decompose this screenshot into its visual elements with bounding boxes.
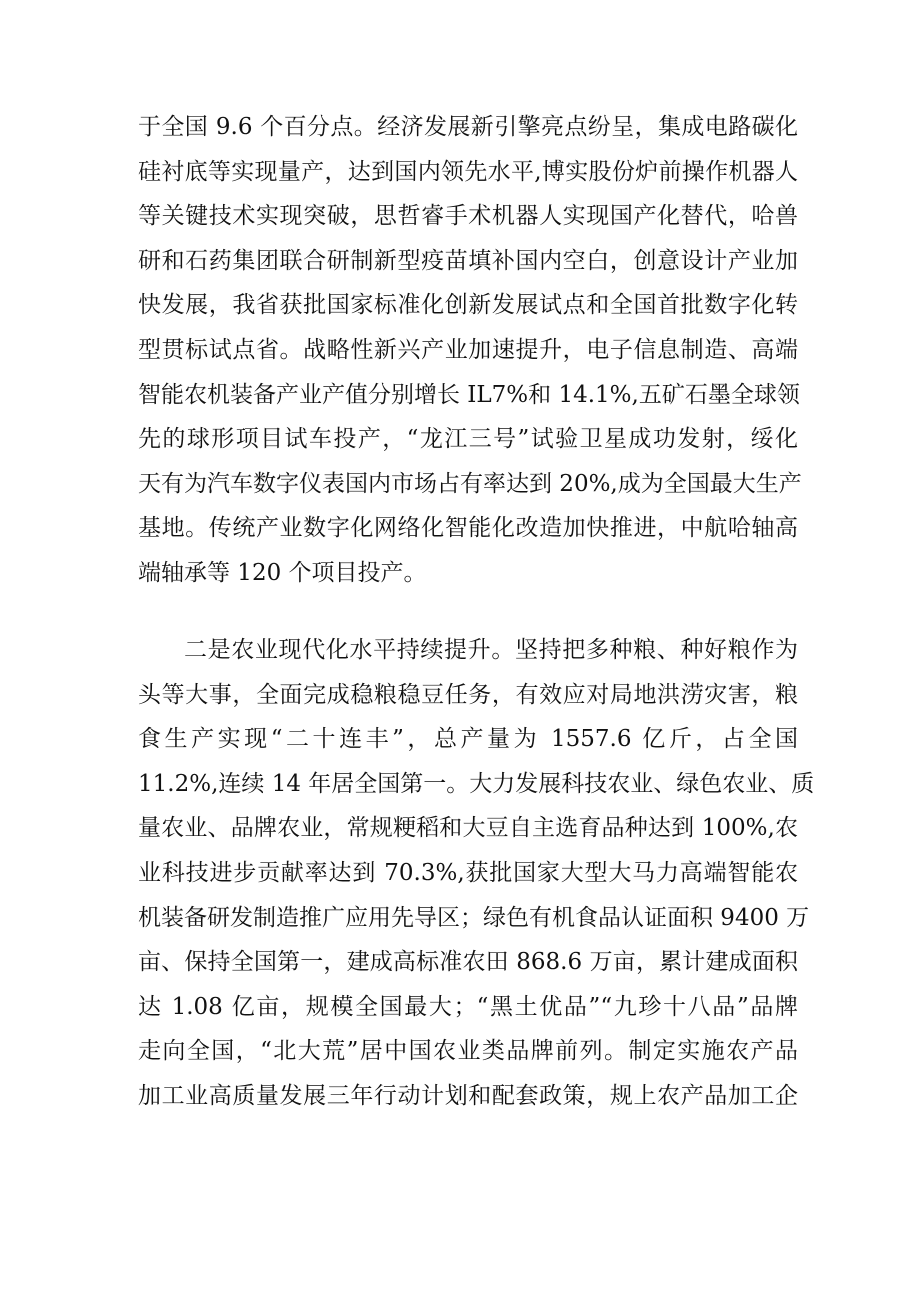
text-line: 走向全国，“北大荒”居中国农业类品牌前列。制定实施农产品 (138, 1038, 798, 1065)
text-line: 二是农业现代化水平持续提升。坚持把多种粮、种好粮作为 (184, 637, 798, 663)
text-line: 11.2%,连续 14 年居全国第一。大力发展科技农业、绿色农业、质 (138, 770, 815, 797)
text-line: 硅衬底等实现量产，达到国内领先水平,博实股份炉前操作机器人 (138, 158, 798, 185)
text-line: 头等大事，全面完成稳粮稳豆任务，有效应对局地洪涝灾害，粮 (138, 681, 798, 708)
text-line: 量农业、品牌农业，常规粳稻和大豆自主选育品种达到 100%,农 (138, 815, 798, 842)
text-line: 业科技进步贡献率达到 70.3%,获批国家大型大马力高端智能农 (138, 859, 798, 886)
text-line: 基地。传统产业数字化网络化智能化改造加快推进，中航哈轴高 (138, 515, 798, 542)
text-line: 于全国 9.6 个百分点。经济发展新引擎亮点纷呈，集成电路碳化 (138, 114, 798, 140)
text-line: 型贯标试点省。战略性新兴产业加速提升，电子信息制造、高端 (138, 336, 798, 363)
text-line: 等关键技术实现突破，思哲睿手术机器人实现国产化替代，哈兽 (138, 203, 798, 230)
text-line: 达 1.08 亿亩，规模全国最大；“黑土优品”“九珍十八品”品牌 (138, 993, 798, 1020)
text-line: 加工业高质量发展三年行动计划和配套政策，规上农产品加工企 (138, 1082, 798, 1109)
text-line: 端轴承等 120 个项目投产。 (138, 559, 427, 586)
text-line: 天有为汽车数字仪表国内市场占有率达到 20%,成为全国最大生产 (138, 470, 802, 497)
text-line: 先的球形项目试车投产，“龙江三号”试验卫星成功发射，绥化 (138, 426, 798, 453)
paragraph-industry (138, 105, 802, 596)
text-line: 食生产实现“二十连丰”，总产量为 1557.6 亿斤，占全国 (138, 726, 798, 753)
text-line: 智能农机装备产业产值分别增长 IL7%和 14.1%,五矿石墨全球领 (138, 381, 800, 408)
text-line: 快发展，我省获批国家标准化创新发展试点和全国首批数字化转 (138, 292, 798, 319)
text-line: 研和石药集团联合研制新型疫苗填补国内空白，创意设计产业加 (138, 247, 798, 274)
text-line: 亩、保持全国第一，建成高标准农田 868.6 万亩，累计建成面积 (138, 949, 798, 976)
paragraph-agriculture (138, 628, 815, 1119)
text-line: 机装备研发制造推广应用先导区；绿色有机食品认证面积 9400 万 (138, 904, 810, 931)
